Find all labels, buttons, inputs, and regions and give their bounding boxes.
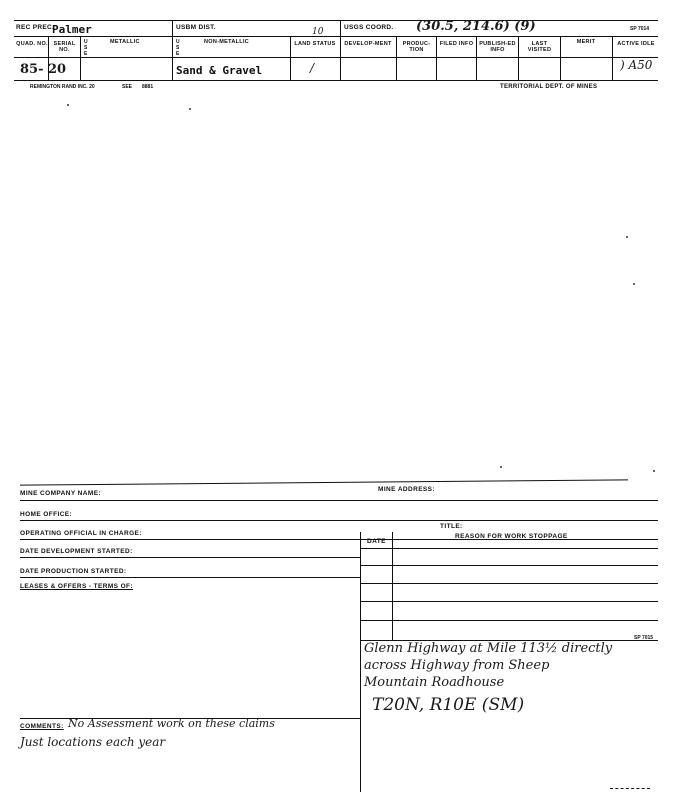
stoppage-row [360,548,658,549]
mine-company-name-label: MINE COMPANY NAME: [20,490,101,497]
divider [172,21,173,80]
col-active-idle: ACTIVE IDLE [617,41,655,47]
row-rule [20,577,360,578]
column-header-rule [14,57,658,58]
location-line-3: Mountain Roadhouse [364,675,505,690]
comments-label: COMMENTS: [20,723,64,730]
rec-prec-value: Palmer [52,23,92,36]
col-production: PRODUC-TION [402,41,431,53]
divider [340,21,341,80]
scan-mark [610,788,650,789]
form-number: SP 7014 [630,26,650,32]
operating-official-label: OPERATING OFFICIAL IN CHARGE: [20,530,142,537]
scan-speck [633,283,635,285]
usgs-coord-value: (30.5, 214.6) (9) [416,19,536,34]
col-quad-no: QUAD. NO. [16,41,48,47]
scan-speck [626,236,628,238]
stoppage-row [360,601,658,602]
form-code-2: 8881 [142,84,154,90]
scan-speck [189,108,191,110]
form-number-2: SP 7015 [634,635,654,641]
date-production-label: DATE PRODUCTION STARTED: [20,568,127,575]
usgs-coord-label: USGS COORD. [344,24,394,31]
col-land-status: LAND STATUS [294,41,336,47]
col-use-metallic: U S E [84,39,88,57]
non-metallic-value: Sand & Gravel [176,64,263,77]
reason-column-label: REASON FOR WORK STOPPAGE [455,533,568,540]
divider [80,37,81,80]
top-rule [14,20,658,21]
col-non-metallic: NON-METALLIC [204,39,250,45]
quad-serial-value: 85- 20 [20,62,67,77]
lower-top-rule [20,479,628,485]
rec-prec-label: REC PREC. [16,24,55,31]
col-development: DEVELOP-MENT [344,41,392,47]
stoppage-row [360,583,658,584]
date-development-label: DATE DEVELOPMENT STARTED: [20,548,133,555]
location-line-2: across Highway from Sheep [364,658,550,673]
comments-line-2: Just locations each year [20,735,166,749]
active-idle-value: ) A50 [620,58,653,72]
comments-line-1: No Assessment work on these claims [68,717,275,730]
usbm-dist-label: USBM DIST. [176,24,216,31]
header-rule [14,36,658,37]
row-rule [20,557,360,558]
agency-name: TERRITORIAL DEPT. OF MINES [500,84,598,90]
divider [518,37,519,80]
col-metallic: METALLIC [110,39,140,45]
location-line-1: Glenn Highway at Mile 113½ directly [364,641,613,656]
home-office-label: HOME OFFICE: [20,511,73,518]
location-line-4: T20N, R10E (SM) [372,695,525,715]
usbm-dist-value: 10 [312,27,324,37]
col-use-nonmetallic: U S E [176,39,180,57]
col-published-info: PUBLISH-ED INFO [479,41,516,53]
leases-offers-label: LEASES & OFFERS - TERMS OF: [20,583,133,590]
date-column-label: DATE [367,538,386,545]
col-merit: MERIT [576,39,596,45]
data-row-rule [14,80,658,81]
divider [612,37,613,80]
divider [290,37,291,80]
scan-speck [67,104,69,106]
title-label: TITLE: [440,523,463,530]
divider [396,37,397,80]
printer-credit: REMINGTON RAND INC. 20 [30,84,95,90]
scan-speck [500,466,502,468]
stoppage-row [360,565,658,566]
col-last-visited: LAST VISITED [527,41,552,53]
row-rule [20,500,658,501]
scan-speck [653,470,655,472]
divider [476,37,477,80]
divider [436,37,437,80]
mine-address-label: MINE ADDRESS: [378,486,435,493]
col-serial-no: SERIAL NO. [53,41,76,53]
form-code-1: SEE [122,84,133,90]
land-status-value: / [310,61,315,75]
row-rule [20,520,658,521]
divider [560,37,561,80]
stoppage-row [360,620,658,621]
divider [360,532,361,792]
col-filed-info: FILED INFO [439,41,474,47]
